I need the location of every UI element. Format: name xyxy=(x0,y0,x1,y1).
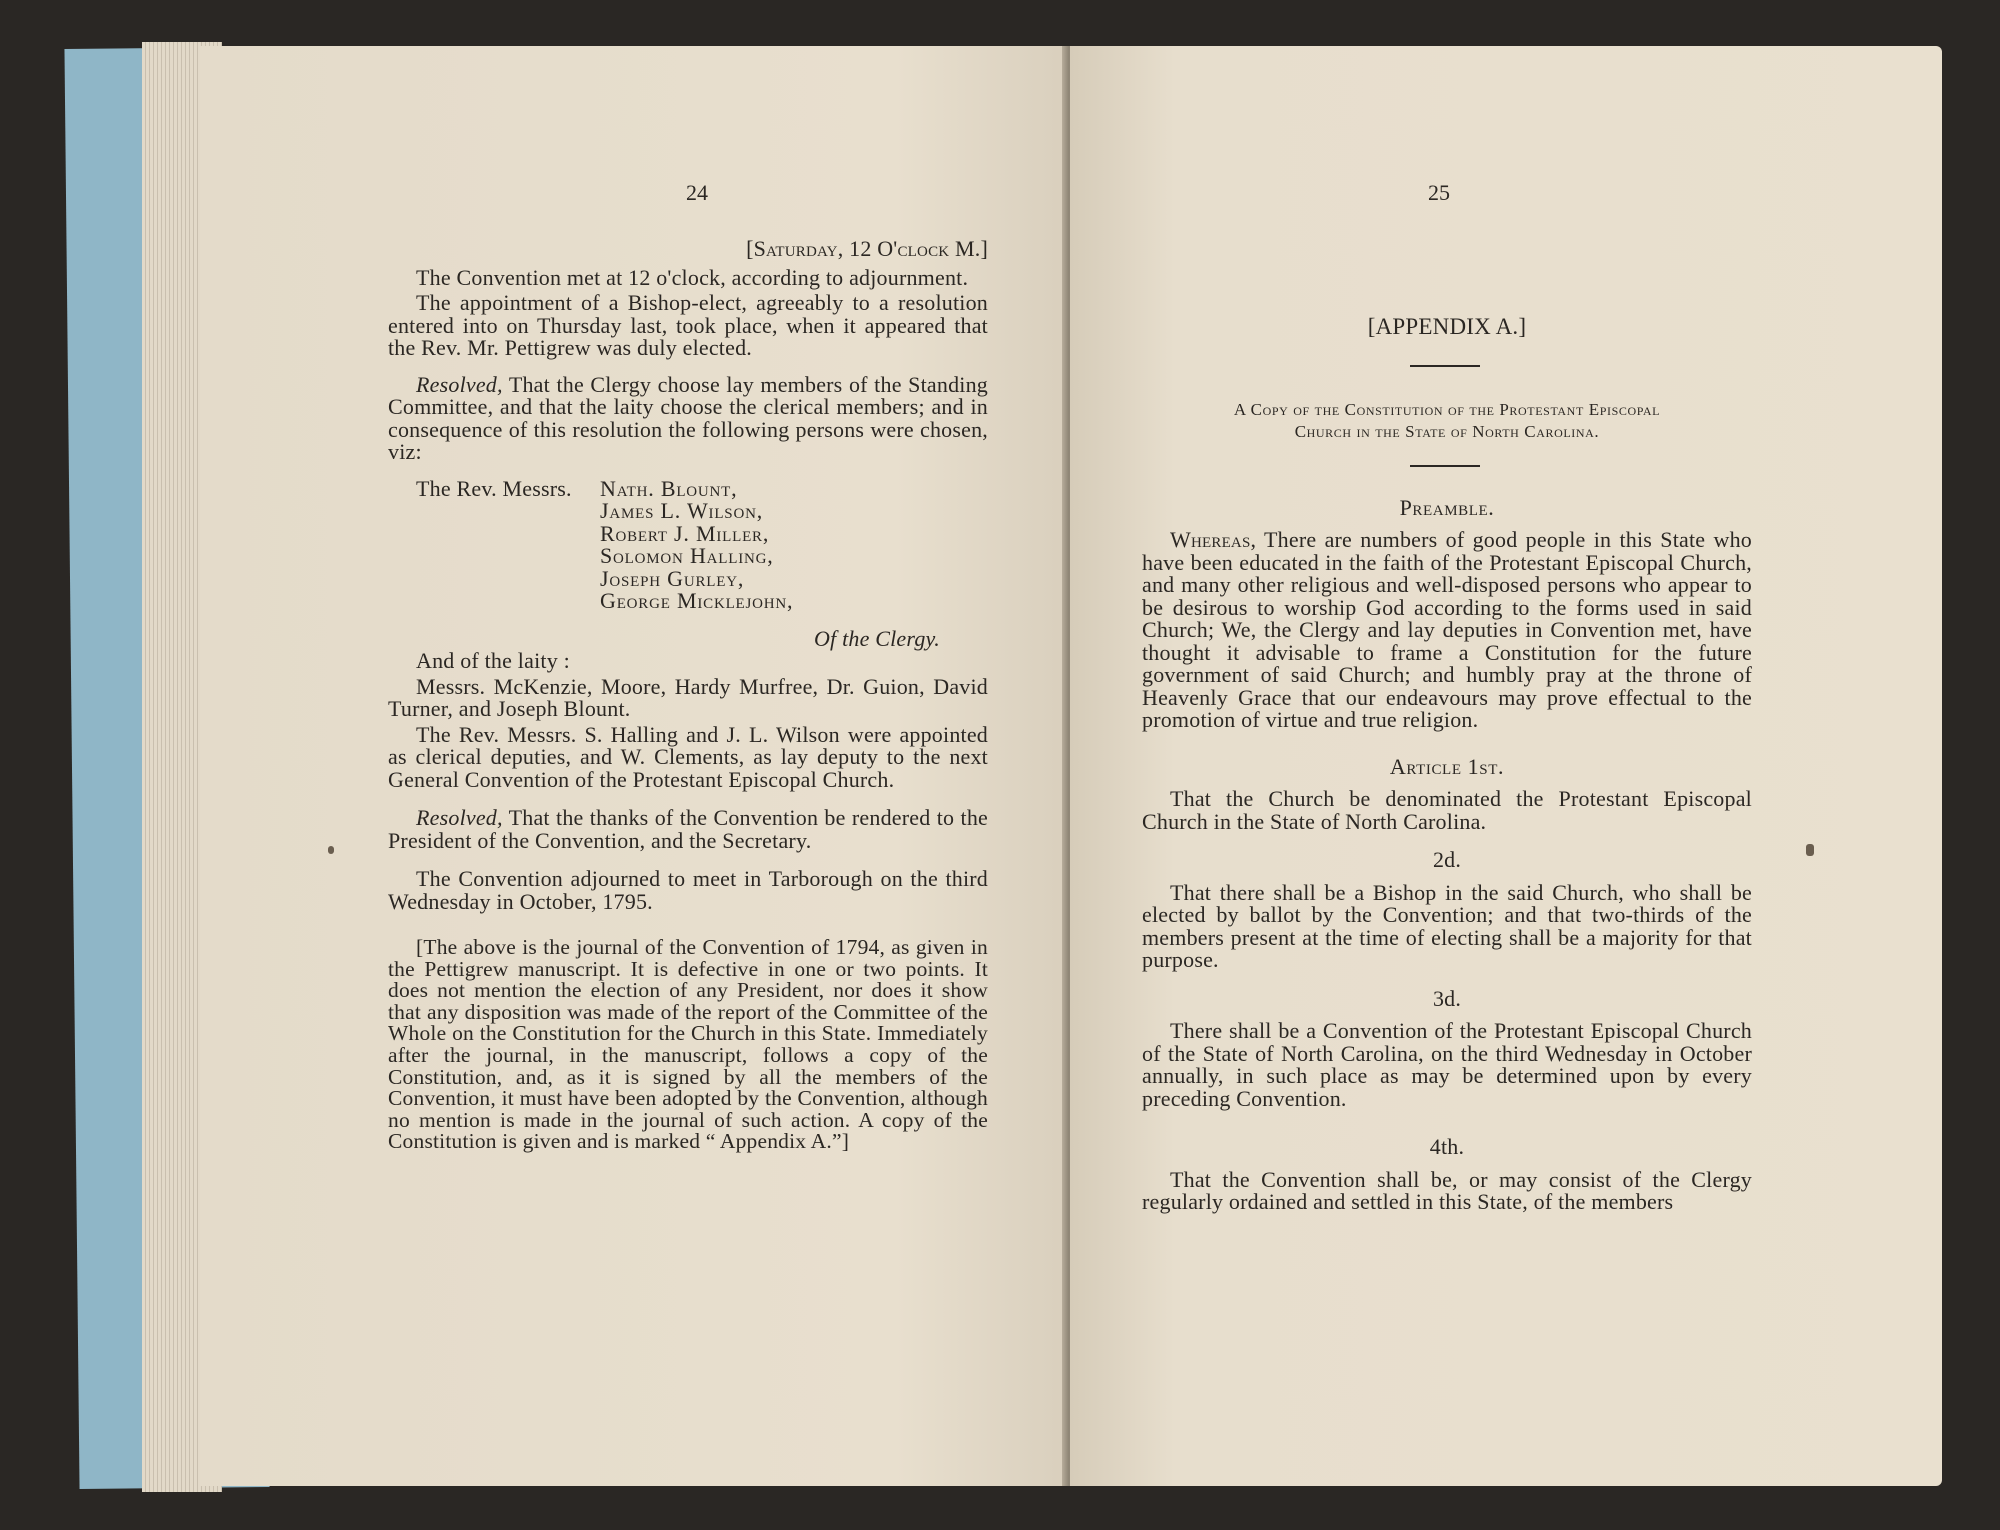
page-number: 24 xyxy=(686,180,708,205)
rule-spacer xyxy=(1142,443,1752,491)
clergy-name: Robert J. Miller, xyxy=(600,520,770,546)
article-text: There shall be a Convention of the Protestant Episcopal Church of the State of North Carolina, on the third Wednesday in October annually, in such place as may be determined upon by every preceding Convention. xyxy=(1142,1018,1752,1111)
clergy-name: James L. Wilson, xyxy=(600,498,764,523)
appendix-title: [APPENDIX A.] xyxy=(1367,314,1527,339)
clergy-list xyxy=(388,475,988,638)
rule-spacer xyxy=(1142,339,1752,399)
ink-speck xyxy=(328,846,334,854)
resolved-label: Resolved, xyxy=(416,805,503,830)
article-heading: Article 1st. xyxy=(1389,753,1505,779)
separator-rule xyxy=(1410,465,1480,467)
whereas-label: Whereas, xyxy=(1170,527,1257,552)
separator-rule xyxy=(1410,365,1480,367)
article-heading: 2d. xyxy=(1432,847,1462,872)
article-text: That the Convention shall be, or may consist of the Clergy regularly ordained and settled in this State, of the members xyxy=(1142,1166,1752,1214)
resolution-text: That the Clergy choose lay members of the Standing Committee, and that the laity choose the clerical members; and in consequence of this resolution the following persons were chosen, viz: xyxy=(388,371,988,464)
article-heading: 3d. xyxy=(1432,985,1462,1011)
editor-note: [The above is the journal of the Convention of 1794, as given in the Pettigrew manuscript. It is defective in one or two points. It does not mention the election of any President, nor does it show that any disposition was made of the report of the Committee of the Whole on the Constitution for the Church in this State. Immediately after the journal, in the manuscript, follows a copy of the Constitution, and, as it is signed by all the members of the Convention, it must have been adopted by the Convention, although no mention is made in the journal of such action. A copy of the Constitution is given and is marked “ Appendix A.”] xyxy=(388,935,988,1154)
right-page-body xyxy=(1142,316,1752,1214)
resolved-label: Resolved, xyxy=(416,371,503,397)
clergy-name: Solomon Halling, xyxy=(600,543,774,568)
laity-intro: And of the laity : xyxy=(416,648,570,673)
resolution-paragraph xyxy=(388,371,988,464)
left-page xyxy=(200,46,1070,1486)
constitution-title-line: A Copy of the Constitution of the Protestant Episcopal xyxy=(1233,399,1661,419)
paragraph: The Convention adjourned to meet in Tarborough on the third Wednesday in October, 1795. xyxy=(388,866,988,914)
clergy-prefix: The Rev. Messrs. xyxy=(416,475,572,501)
laity-names: Messrs. McKenzie, Moore, Hardy Murfree, Dr. Guion, David Turner, and Joseph Blount. xyxy=(388,673,988,721)
constitution-title-line: Church in the State of North Carolina. xyxy=(1294,421,1600,441)
preamble-heading: Preamble. xyxy=(1399,494,1495,520)
article-heading: 4th. xyxy=(1429,1134,1465,1159)
of-the-clergy-text: Of the Clergy. xyxy=(813,625,940,651)
resolution-text: That the thanks of the Convention be rendered to the President of the Convention, and the Secretary. xyxy=(388,805,988,853)
page-number: 25 xyxy=(1428,180,1450,205)
clergy-name: Joseph Gurley, xyxy=(600,565,745,591)
ink-speck xyxy=(1806,844,1814,856)
paragraph: The appointment of a Bishop-elect, agreeably to a resolution entered into on Thursday last, took place, when it appeared that the Rev. Mr. Pettigrew was duly elected. xyxy=(388,290,988,360)
preamble-paragraph xyxy=(1142,529,1752,732)
left-page-body xyxy=(388,238,988,1153)
right-page xyxy=(1070,46,1942,1486)
paragraph: The Rev. Messrs. S. Halling and J. L. Wilson were appointed as clerical deputies, and W. Clements, as lay deputy to the next General Convention of the Protestant Episcopal Church. xyxy=(388,721,988,792)
clergy-names xyxy=(600,475,794,613)
resolution-paragraph xyxy=(388,807,988,852)
paragraph: The Convention met at 12 o'clock, according to adjournment. xyxy=(416,264,969,290)
date-heading: [Saturday, 12 O'clock M.] xyxy=(746,236,988,261)
preamble-text: There are numbers of good people in this State who have been educated in the faith of the Protestant Episcopal Church, and many other religious and well-disposed persons who appear to be desirous to worship God according to the forms used in said Church; We, the Clergy and lay deputies in Convention met, have thought it advisable to frame a Constitution for the future government of said Church; and humbly pray at the throne of Heavenly Grace that our endeavours may prove effectual to the promotion of virtue and true religion. xyxy=(1142,527,1752,732)
clergy-name: George Micklejohn, xyxy=(600,588,794,613)
clergy-name: Nath. Blount, xyxy=(600,475,738,501)
article-text: That the Church be denominated the Protestant Episcopal Church in the State of North Carolina. xyxy=(1142,786,1752,834)
article-text: That there shall be a Bishop in the said Church, who shall be elected by ballot by the Convention; and that two-thirds of the members present at the time of electing shall be a majority for that purpose. xyxy=(1142,879,1752,972)
